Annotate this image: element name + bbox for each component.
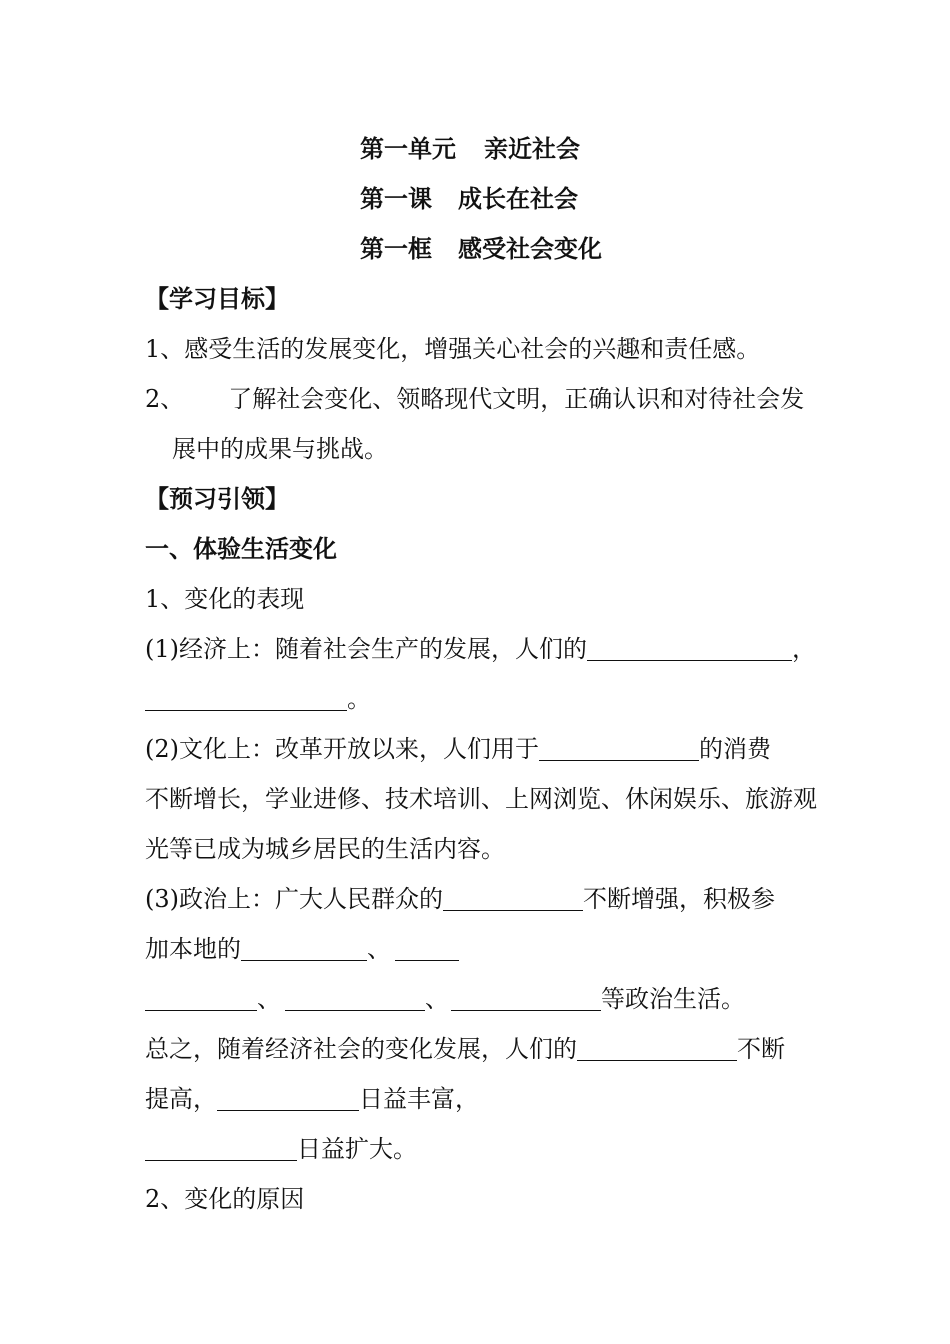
frame-number: 第一框 bbox=[360, 235, 432, 263]
summary-line-3 bbox=[145, 1134, 417, 1164]
objective-2-continued: 展中的成果与挑战。 bbox=[172, 435, 388, 463]
subsection-2: 2、变化的原因 bbox=[145, 1185, 305, 1213]
objective-1: 1、感受生活的发展变化，增强关心社会的兴趣和责任感。 bbox=[145, 335, 761, 363]
lesson-number: 第一课 bbox=[360, 185, 432, 213]
culture-line bbox=[145, 734, 771, 764]
politics-text: 等政治生活。 bbox=[601, 985, 745, 1013]
punctuation: 、 bbox=[257, 985, 281, 1013]
section-1-heading: 一、体验生活变化 bbox=[145, 535, 337, 563]
summary-text: 不断 bbox=[737, 1035, 785, 1063]
fill-blank[interactable] bbox=[443, 886, 583, 911]
fill-blank[interactable] bbox=[285, 986, 425, 1011]
lesson-title bbox=[360, 184, 578, 214]
objectives-heading: 【学习目标】 bbox=[145, 285, 289, 313]
culture-text: 的消费 bbox=[699, 735, 771, 763]
objective-2-number: 2、 bbox=[145, 385, 185, 413]
fill-blank[interactable] bbox=[145, 1136, 297, 1161]
culture-line-3: 光等已成为城乡居民的生活内容。 bbox=[145, 835, 505, 863]
unit-number: 第一单元 bbox=[360, 135, 456, 163]
politics-line-2 bbox=[145, 934, 459, 964]
fill-blank[interactable] bbox=[217, 1086, 359, 1111]
summary-line bbox=[145, 1034, 785, 1064]
summary-text: 日益丰富， bbox=[359, 1085, 479, 1113]
punctuation: 、 bbox=[425, 985, 449, 1013]
politics-line bbox=[145, 884, 775, 914]
objective-2-text: 了解社会变化、领略现代文明，正确认识和对待社会发 bbox=[228, 385, 805, 413]
preview-heading: 【预习引领】 bbox=[145, 485, 289, 513]
fill-blank[interactable] bbox=[241, 936, 367, 961]
lesson-name: 成长在社会 bbox=[458, 185, 578, 213]
subsection-1: 1、变化的表现 bbox=[145, 585, 305, 613]
fill-blank[interactable] bbox=[539, 736, 699, 761]
summary-text: 总之，随着经济社会的变化发展，人们的 bbox=[145, 1035, 577, 1063]
fill-blank[interactable] bbox=[145, 986, 257, 1011]
culture-line-2: 不断增长，学业进修、技术培训、上网浏览、休闲娱乐、旅游观 bbox=[145, 785, 817, 813]
objective-2 bbox=[145, 384, 804, 414]
fill-blank[interactable] bbox=[395, 936, 459, 961]
fill-blank[interactable] bbox=[577, 1036, 737, 1061]
culture-text: (2)文化上：改革开放以来，人们用于 bbox=[145, 735, 539, 763]
summary-text: 提高， bbox=[145, 1085, 217, 1113]
fill-blank[interactable] bbox=[587, 636, 792, 661]
unit-title bbox=[360, 134, 580, 164]
punctuation: ， bbox=[792, 635, 816, 663]
unit-name: 亲近社会 bbox=[484, 135, 580, 163]
frame-name: 感受社会变化 bbox=[458, 235, 602, 263]
politics-line-3 bbox=[145, 984, 745, 1014]
frame-title bbox=[360, 234, 602, 264]
politics-text: 不断增强，积极参 bbox=[583, 885, 775, 913]
summary-line-2 bbox=[145, 1084, 479, 1114]
economy-line bbox=[145, 634, 816, 664]
fill-blank[interactable] bbox=[451, 986, 601, 1011]
punctuation: 。 bbox=[347, 685, 371, 713]
economy-line-2 bbox=[145, 684, 371, 714]
politics-text: 加本地的 bbox=[145, 935, 241, 963]
politics-text: (3)政治上：广大人民群众的 bbox=[145, 885, 443, 913]
summary-text: 日益扩大。 bbox=[297, 1135, 417, 1163]
punctuation: 、 bbox=[367, 935, 391, 963]
fill-blank[interactable] bbox=[145, 686, 347, 711]
economy-text: (1)经济上：随着社会生产的发展，人们的 bbox=[145, 635, 587, 663]
